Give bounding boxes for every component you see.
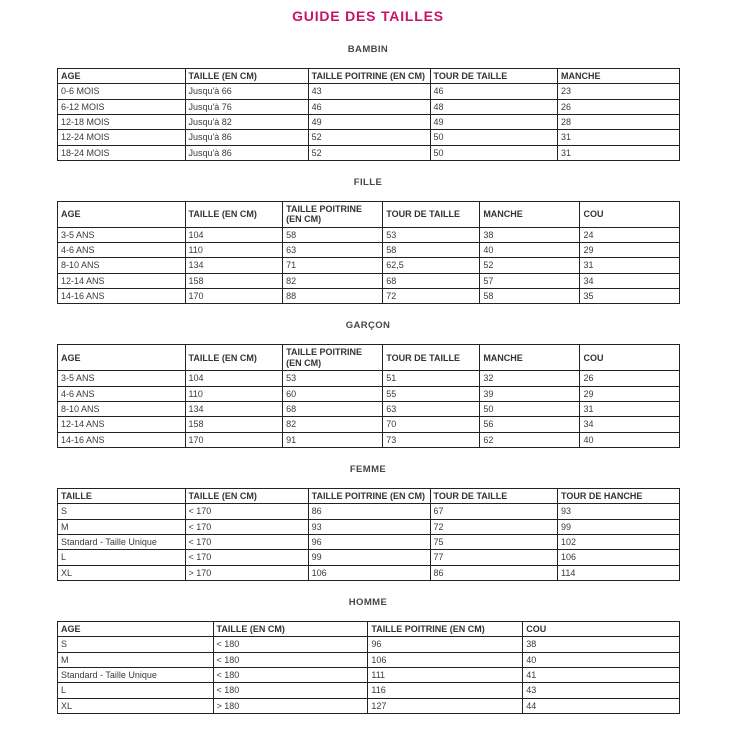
table-row <box>58 115 680 130</box>
table-cell: Jusqu'à 82 <box>185 115 308 130</box>
column-header: MANCHE <box>558 69 680 84</box>
table-row <box>58 130 680 145</box>
table-cell: 102 <box>558 534 680 549</box>
table-cell: 12-18 MOIS <box>58 115 186 130</box>
table-cell: 91 <box>283 432 383 447</box>
table-cell: 106 <box>368 652 523 667</box>
size-table-femme <box>57 488 680 581</box>
table-cell: 24 <box>580 227 680 242</box>
table-cell: 106 <box>308 565 430 580</box>
table-row <box>58 99 680 114</box>
table-cell: 38 <box>480 227 580 242</box>
table-cell: 43 <box>523 683 680 698</box>
table-cell: 116 <box>368 683 523 698</box>
table-cell: 14-16 ANS <box>58 432 186 447</box>
header-row <box>58 621 680 636</box>
table-cell: > 180 <box>213 698 368 713</box>
table-cell: 72 <box>430 519 558 534</box>
table-row <box>58 565 680 580</box>
table-row <box>58 637 680 652</box>
table-cell: 48 <box>430 99 558 114</box>
table-cell: 40 <box>480 243 580 258</box>
table-cell: 4-6 ANS <box>58 386 186 401</box>
table-cell: 77 <box>430 550 558 565</box>
table-cell: 44 <box>523 698 680 713</box>
header-row <box>58 488 680 503</box>
table-cell: 106 <box>558 550 680 565</box>
table-cell: 31 <box>558 145 680 160</box>
table-cell: XL <box>58 565 186 580</box>
column-header: TOUR DE HANCHE <box>558 488 680 503</box>
table-cell: 18-24 MOIS <box>58 145 186 160</box>
table-cell: 96 <box>368 637 523 652</box>
table-row <box>58 145 680 160</box>
header-row <box>58 69 680 84</box>
column-header: TOUR DE TAILLE <box>383 202 480 228</box>
table-row <box>58 227 680 242</box>
table-cell: 170 <box>185 432 283 447</box>
table-cell: Jusqu'à 86 <box>185 145 308 160</box>
column-header: MANCHE <box>480 345 580 371</box>
column-header: AGE <box>58 69 186 84</box>
table-cell: > 170 <box>185 565 308 580</box>
table-cell: 29 <box>580 243 680 258</box>
table-row <box>58 683 680 698</box>
size-table-fille <box>57 201 680 304</box>
column-header: COU <box>580 202 680 228</box>
table-cell: 58 <box>480 289 580 304</box>
table-row <box>58 519 680 534</box>
table-cell: 58 <box>383 243 480 258</box>
table-cell: 46 <box>308 99 430 114</box>
table-cell: 111 <box>368 667 523 682</box>
table-cell: 158 <box>185 417 283 432</box>
table-row <box>58 84 680 99</box>
table-cell: 12-14 ANS <box>58 417 186 432</box>
table-cell: S <box>58 637 214 652</box>
size-table-homme <box>57 621 680 714</box>
table-row <box>58 386 680 401</box>
table-cell: 4-6 ANS <box>58 243 186 258</box>
table-cell: Jusqu'à 66 <box>185 84 308 99</box>
section-heading-femme: FEMME <box>349 463 387 475</box>
table-cell: 110 <box>185 386 283 401</box>
table-row <box>58 273 680 288</box>
table-cell: 93 <box>308 519 430 534</box>
table-cell: 43 <box>308 84 430 99</box>
table-row <box>58 432 680 447</box>
column-header: TAILLE POITRINE (EN CM) <box>283 345 383 371</box>
table-cell: 127 <box>368 698 523 713</box>
table-cell: 57 <box>480 273 580 288</box>
table-row <box>58 534 680 549</box>
table-cell: 31 <box>558 130 680 145</box>
table-cell: < 180 <box>213 683 368 698</box>
table-cell: 93 <box>558 504 680 519</box>
table-cell: 50 <box>430 145 558 160</box>
table-cell: 52 <box>308 145 430 160</box>
column-header: TAILLE (EN CM) <box>185 488 308 503</box>
table-cell: < 180 <box>213 667 368 682</box>
table-cell: 82 <box>283 273 383 288</box>
table-cell: 73 <box>383 432 480 447</box>
column-header: TAILLE POITRINE (EN CM) <box>308 488 430 503</box>
table-cell: 62 <box>480 432 580 447</box>
table-cell: < 170 <box>185 550 308 565</box>
table-cell: 104 <box>185 371 283 386</box>
column-header: TOUR DE TAILLE <box>430 488 558 503</box>
table-cell: 99 <box>558 519 680 534</box>
table-cell: Standard - Taille Unique <box>58 534 186 549</box>
table-cell: 72 <box>383 289 480 304</box>
table-cell: 49 <box>430 115 558 130</box>
column-header: COU <box>523 621 680 636</box>
table-cell: 40 <box>580 432 680 447</box>
column-header: TAILLE (EN CM) <box>185 69 308 84</box>
table-cell: 110 <box>185 243 283 258</box>
table-row <box>58 504 680 519</box>
table-cell: Jusqu'à 86 <box>185 130 308 145</box>
column-header: TAILLE POITRINE (EN CM) <box>368 621 523 636</box>
column-header: TAILLE (EN CM) <box>185 345 283 371</box>
table-cell: 31 <box>580 401 680 416</box>
column-header: AGE <box>58 345 186 371</box>
column-header: TAILLE POITRINE (EN CM) <box>308 69 430 84</box>
table-row <box>58 667 680 682</box>
table-cell: 38 <box>523 637 680 652</box>
table-cell: < 180 <box>213 637 368 652</box>
table-cell: 12-14 ANS <box>58 273 186 288</box>
section-heading-bambin: BAMBIN <box>347 44 389 55</box>
table-row <box>58 401 680 416</box>
table-cell: < 170 <box>185 534 308 549</box>
table-cell: 52 <box>480 258 580 273</box>
table-cell: 49 <box>308 115 430 130</box>
table-cell: 53 <box>283 371 383 386</box>
table-cell: S <box>58 504 186 519</box>
column-header: MANCHE <box>480 202 580 228</box>
table-cell: 3-5 ANS <box>58 227 186 242</box>
table-cell: 41 <box>523 667 680 682</box>
table-cell: 29 <box>580 386 680 401</box>
table-cell: 114 <box>558 565 680 580</box>
header-row <box>58 202 680 228</box>
table-cell: 158 <box>185 273 283 288</box>
table-cell: 55 <box>383 386 480 401</box>
table-cell: 58 <box>283 227 383 242</box>
page-title: GUIDE DES TAILLES <box>292 8 444 24</box>
header-row <box>58 345 680 371</box>
table-cell: 86 <box>430 565 558 580</box>
table-cell: 32 <box>480 371 580 386</box>
table-cell: 50 <box>480 401 580 416</box>
table-cell: 70 <box>383 417 480 432</box>
table-cell: XL <box>58 698 214 713</box>
table-row <box>58 243 680 258</box>
table-cell: 170 <box>185 289 283 304</box>
table-row <box>58 371 680 386</box>
table-cell: 50 <box>430 130 558 145</box>
table-row <box>58 289 680 304</box>
table-cell: 46 <box>430 84 558 99</box>
table-cell: 34 <box>580 417 680 432</box>
table-cell: 63 <box>383 401 480 416</box>
table-cell: 68 <box>383 273 480 288</box>
column-header: TAILLE (EN CM) <box>213 621 368 636</box>
size-table-bambin <box>57 68 680 161</box>
table-cell: 86 <box>308 504 430 519</box>
table-cell: 40 <box>523 652 680 667</box>
table-cell: Jusqu'à 76 <box>185 99 308 114</box>
table-cell: < 170 <box>185 519 308 534</box>
column-header: AGE <box>58 202 186 228</box>
size-table-garcon <box>57 344 680 447</box>
table-cell: 26 <box>580 371 680 386</box>
size-guide-sections <box>0 44 736 714</box>
table-cell: 53 <box>383 227 480 242</box>
table-cell: 82 <box>283 417 383 432</box>
table-cell: 60 <box>283 386 383 401</box>
section-heading-garcon: GARÇON <box>345 320 391 332</box>
table-row <box>58 417 680 432</box>
table-cell: L <box>58 683 214 698</box>
column-header: AGE <box>58 621 214 636</box>
table-cell: 99 <box>308 550 430 565</box>
table-cell: 34 <box>580 273 680 288</box>
table-cell: Standard - Taille Unique <box>58 667 214 682</box>
table-cell: 23 <box>558 84 680 99</box>
column-header: TAILLE <box>58 488 186 503</box>
table-cell: 134 <box>185 401 283 416</box>
table-cell: 96 <box>308 534 430 549</box>
table-cell: 14-16 ANS <box>58 289 186 304</box>
table-cell: 28 <box>558 115 680 130</box>
column-header: TAILLE (EN CM) <box>185 202 283 228</box>
table-cell: 88 <box>283 289 383 304</box>
table-row <box>58 258 680 273</box>
table-cell: 75 <box>430 534 558 549</box>
table-cell: L <box>58 550 186 565</box>
column-header: TAILLE POITRINE (EN CM) <box>283 202 383 228</box>
section-heading-fille: FILLE <box>353 177 383 189</box>
table-cell: 63 <box>283 243 383 258</box>
table-cell: 35 <box>580 289 680 304</box>
table-row <box>58 698 680 713</box>
table-cell: 39 <box>480 386 580 401</box>
section-heading-homme: HOMME <box>348 596 388 608</box>
table-cell: 8-10 ANS <box>58 401 186 416</box>
table-cell: 104 <box>185 227 283 242</box>
table-cell: 12-24 MOIS <box>58 130 186 145</box>
table-cell: 8-10 ANS <box>58 258 186 273</box>
table-cell: 52 <box>308 130 430 145</box>
table-cell: < 170 <box>185 504 308 519</box>
table-cell: 62,5 <box>383 258 480 273</box>
table-cell: 51 <box>383 371 480 386</box>
table-cell: 68 <box>283 401 383 416</box>
table-row <box>58 652 680 667</box>
table-row <box>58 550 680 565</box>
table-cell: 67 <box>430 504 558 519</box>
table-cell: 3-5 ANS <box>58 371 186 386</box>
table-cell: M <box>58 519 186 534</box>
column-header: TOUR DE TAILLE <box>383 345 480 371</box>
table-cell: 26 <box>558 99 680 114</box>
table-cell: 134 <box>185 258 283 273</box>
table-cell: 71 <box>283 258 383 273</box>
table-cell: < 180 <box>213 652 368 667</box>
column-header: COU <box>580 345 680 371</box>
table-cell: M <box>58 652 214 667</box>
table-cell: 56 <box>480 417 580 432</box>
table-cell: 0-6 MOIS <box>58 84 186 99</box>
table-cell: 6-12 MOIS <box>58 99 186 114</box>
table-cell: 31 <box>580 258 680 273</box>
column-header: TOUR DE TAILLE <box>430 69 558 84</box>
